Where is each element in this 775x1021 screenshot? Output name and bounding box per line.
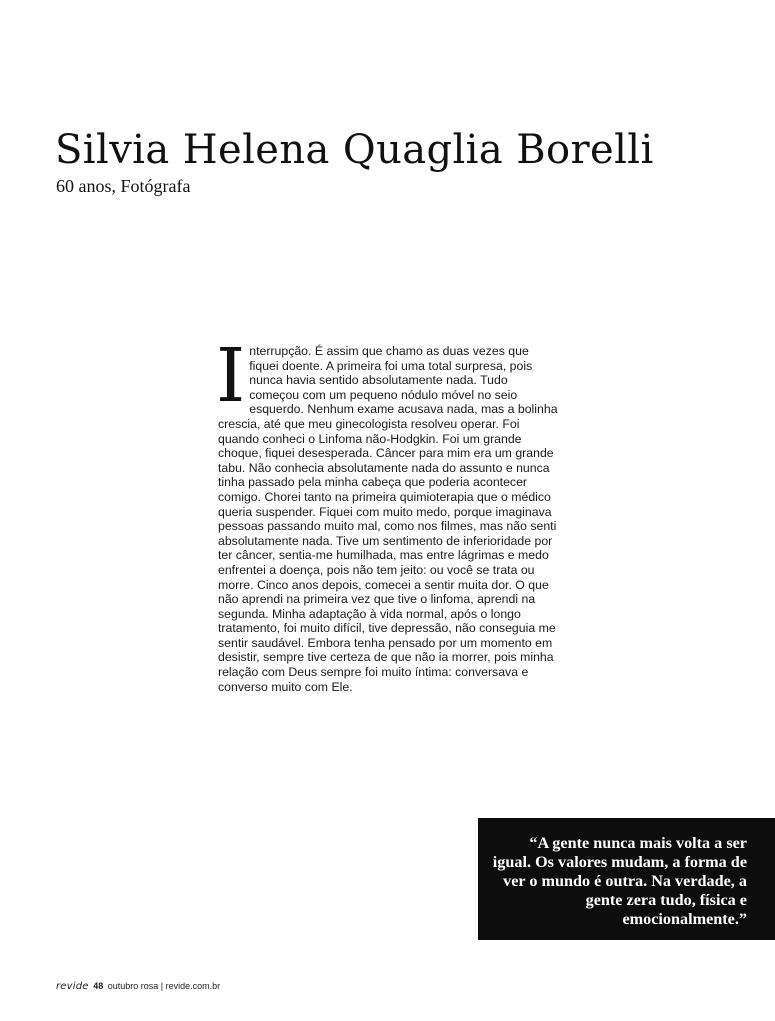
page-footer bbox=[56, 980, 220, 993]
footer-section: outubro rosa | revide.com.br bbox=[107, 981, 221, 991]
drop-cap: I bbox=[216, 333, 246, 419]
article-subtitle: 60 anos, Fotógrafa bbox=[56, 176, 191, 196]
footer-page-number: 48 bbox=[93, 981, 104, 991]
article-body bbox=[216, 333, 558, 694]
footer-brand: revide bbox=[56, 981, 89, 992]
pull-quote-text: “A gente nunca mais volta a ser igual. Os valores mudam, a forma de ver o mundo é outra. Na verdade, a gente zera tudo, física e emocionalmente.” bbox=[492, 834, 747, 928]
pull-quote-box bbox=[478, 818, 775, 940]
article-title: Silvia Helena Quaglia Borelli bbox=[55, 127, 654, 173]
article-body-text: nterrupção. É assim que chamo as duas vezes que fiquei doente. A primeira foi uma total surpresa, pois nunca havia sentido absolutamente nada. Tudo começou com um pequeno nódulo móvel no seio esquerdo. Nenhum exame acusava nada, mas a bolinha crescia, até que meu ginecologista resolveu operar. Foi quando conheci o Linfoma não-Hodgkin. Foi um grande choque, fiquei desesperada. Câncer para mim era um grande tabu. Não conhecia absolutamente nada do assunto e nunca tinha passado pela minha cabeça que poderia acontecer comigo. Chorei tanto na primeira quimioterapia que o médico queria suspender. Fiquei com muito medo, porque imaginava pessoas passando muito mal, como nos filmes, mas não senti absolutamente nada. Tive um sentimento de inferioridade por ter câncer, sentia-me humilhada, mas entre lágrimas e medo enfrentei a doença, pois não tem jeito: ou você se trata ou morre. Cinco anos depois, comecei a sentir muita dor. O que não aprendi na primeira vez que tive o linfoma, aprendi na segunda. Minha adaptação à vida normal, após o longo tratamento, foi muito difícil, tive depressão, não conseguia me sentir saudável. Embora tenha pensado por um momento em desistir, sempre tive certeza de que não ia morrer, pois minha relação com Deus sempre foi muito íntima: conversava e converso muito com Ele. bbox=[218, 344, 558, 694]
